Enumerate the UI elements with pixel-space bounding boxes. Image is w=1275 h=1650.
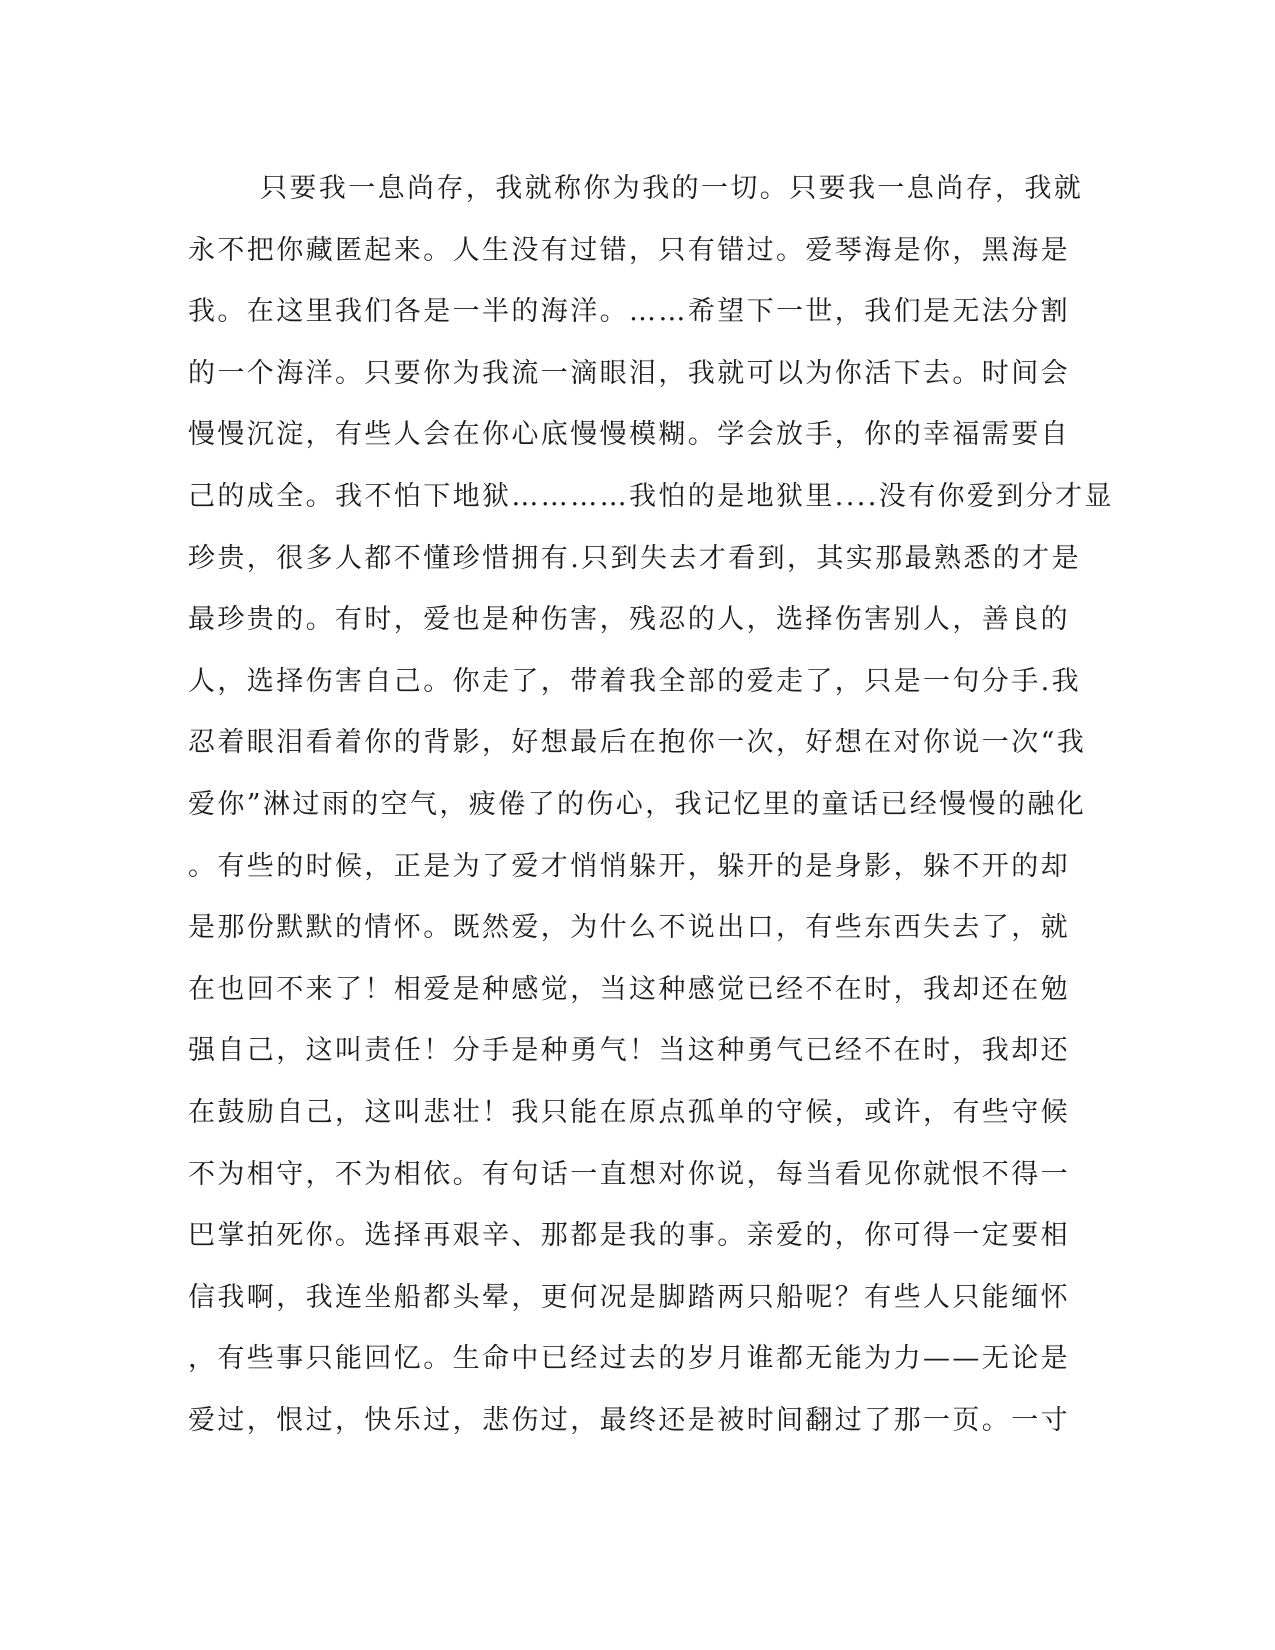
- text-line: 慢慢沉淀，有些人会在你心底慢慢模糊。学会放手，你的幸福需要自: [188, 419, 1070, 451]
- text-line: 爱过，恨过，快乐过，悲伤过，最终还是被时间翻过了那一页。一寸: [188, 1404, 1070, 1436]
- text-line: 珍贵，很多人都不懂珍惜拥有.只到失去才看到，其实那最熟悉的才是: [188, 542, 1081, 574]
- text-line: ，有些事只能回忆。生命中已经过去的岁月谁都无能为力——无论是: [188, 1343, 1070, 1375]
- text-line: 不为相守，不为相依。有句话一直想对你说，每当看见你就恨不得一: [188, 1158, 1070, 1190]
- text-line: 己的成全。我不怕下地狱…………我怕的是地狱里....没有你爱到分才显: [188, 480, 1114, 512]
- text-line: 爱你”淋过雨的空气，疲倦了的伤心，我记忆里的童话已经慢慢的融化: [188, 788, 1087, 820]
- text-line: 的一个海洋。只要你为我流一滴眼泪，我就可以为你活下去。时间会: [188, 357, 1070, 389]
- text-line: 是那份默默的情怀。既然爱，为什么不说出口，有些东西失去了，就: [188, 912, 1070, 944]
- text-line: 最珍贵的。有时，爱也是种伤害，残忍的人，选择伤害别人，善良的: [188, 604, 1070, 636]
- text-line: 强自己，这叫责任！分手是种勇气！当这种勇气已经不在时，我却还: [188, 1035, 1070, 1067]
- text-line: 在鼓励自己，这叫悲壮！我只能在原点孤单的守候，或许，有些守候: [188, 1096, 1070, 1128]
- text-line: 只要我一息尚存，我就称你为我的一切。只要我一息尚存，我就: [260, 173, 1084, 204]
- text-line: 人，选择伤害自己。你走了，带着我全部的爱走了，只是一句分手.我: [188, 665, 1081, 697]
- text-line: 我。在这里我们各是一半的海洋。……希望下一世，我们是无法分割: [188, 296, 1070, 328]
- text-line: 永不把你藏匿起来。人生没有过错，只有错过。爱琴海是你，黑海是: [188, 234, 1070, 266]
- text-line: 。有些的时候，正是为了爱才悄悄躲开，躲开的是身影，躲不开的却: [188, 850, 1070, 882]
- body-paragraph: [188, 158, 1114, 1451]
- text-line: 忍着眼泪看着你的背影，好想最后在抱你一次，好想在对你说一次“我: [188, 727, 1087, 759]
- text-line: 信我啊，我连坐船都头晕，更何况是脚踏两只船呢？有些人只能缅怀: [188, 1281, 1070, 1313]
- text-line: 在也回不来了！相爱是种感觉，当这种感觉已经不在时，我却还在勉: [188, 973, 1070, 1005]
- text-line: 巴掌拍死你。选择再艰辛、那都是我的事。亲爱的，你可得一定要相: [188, 1220, 1070, 1252]
